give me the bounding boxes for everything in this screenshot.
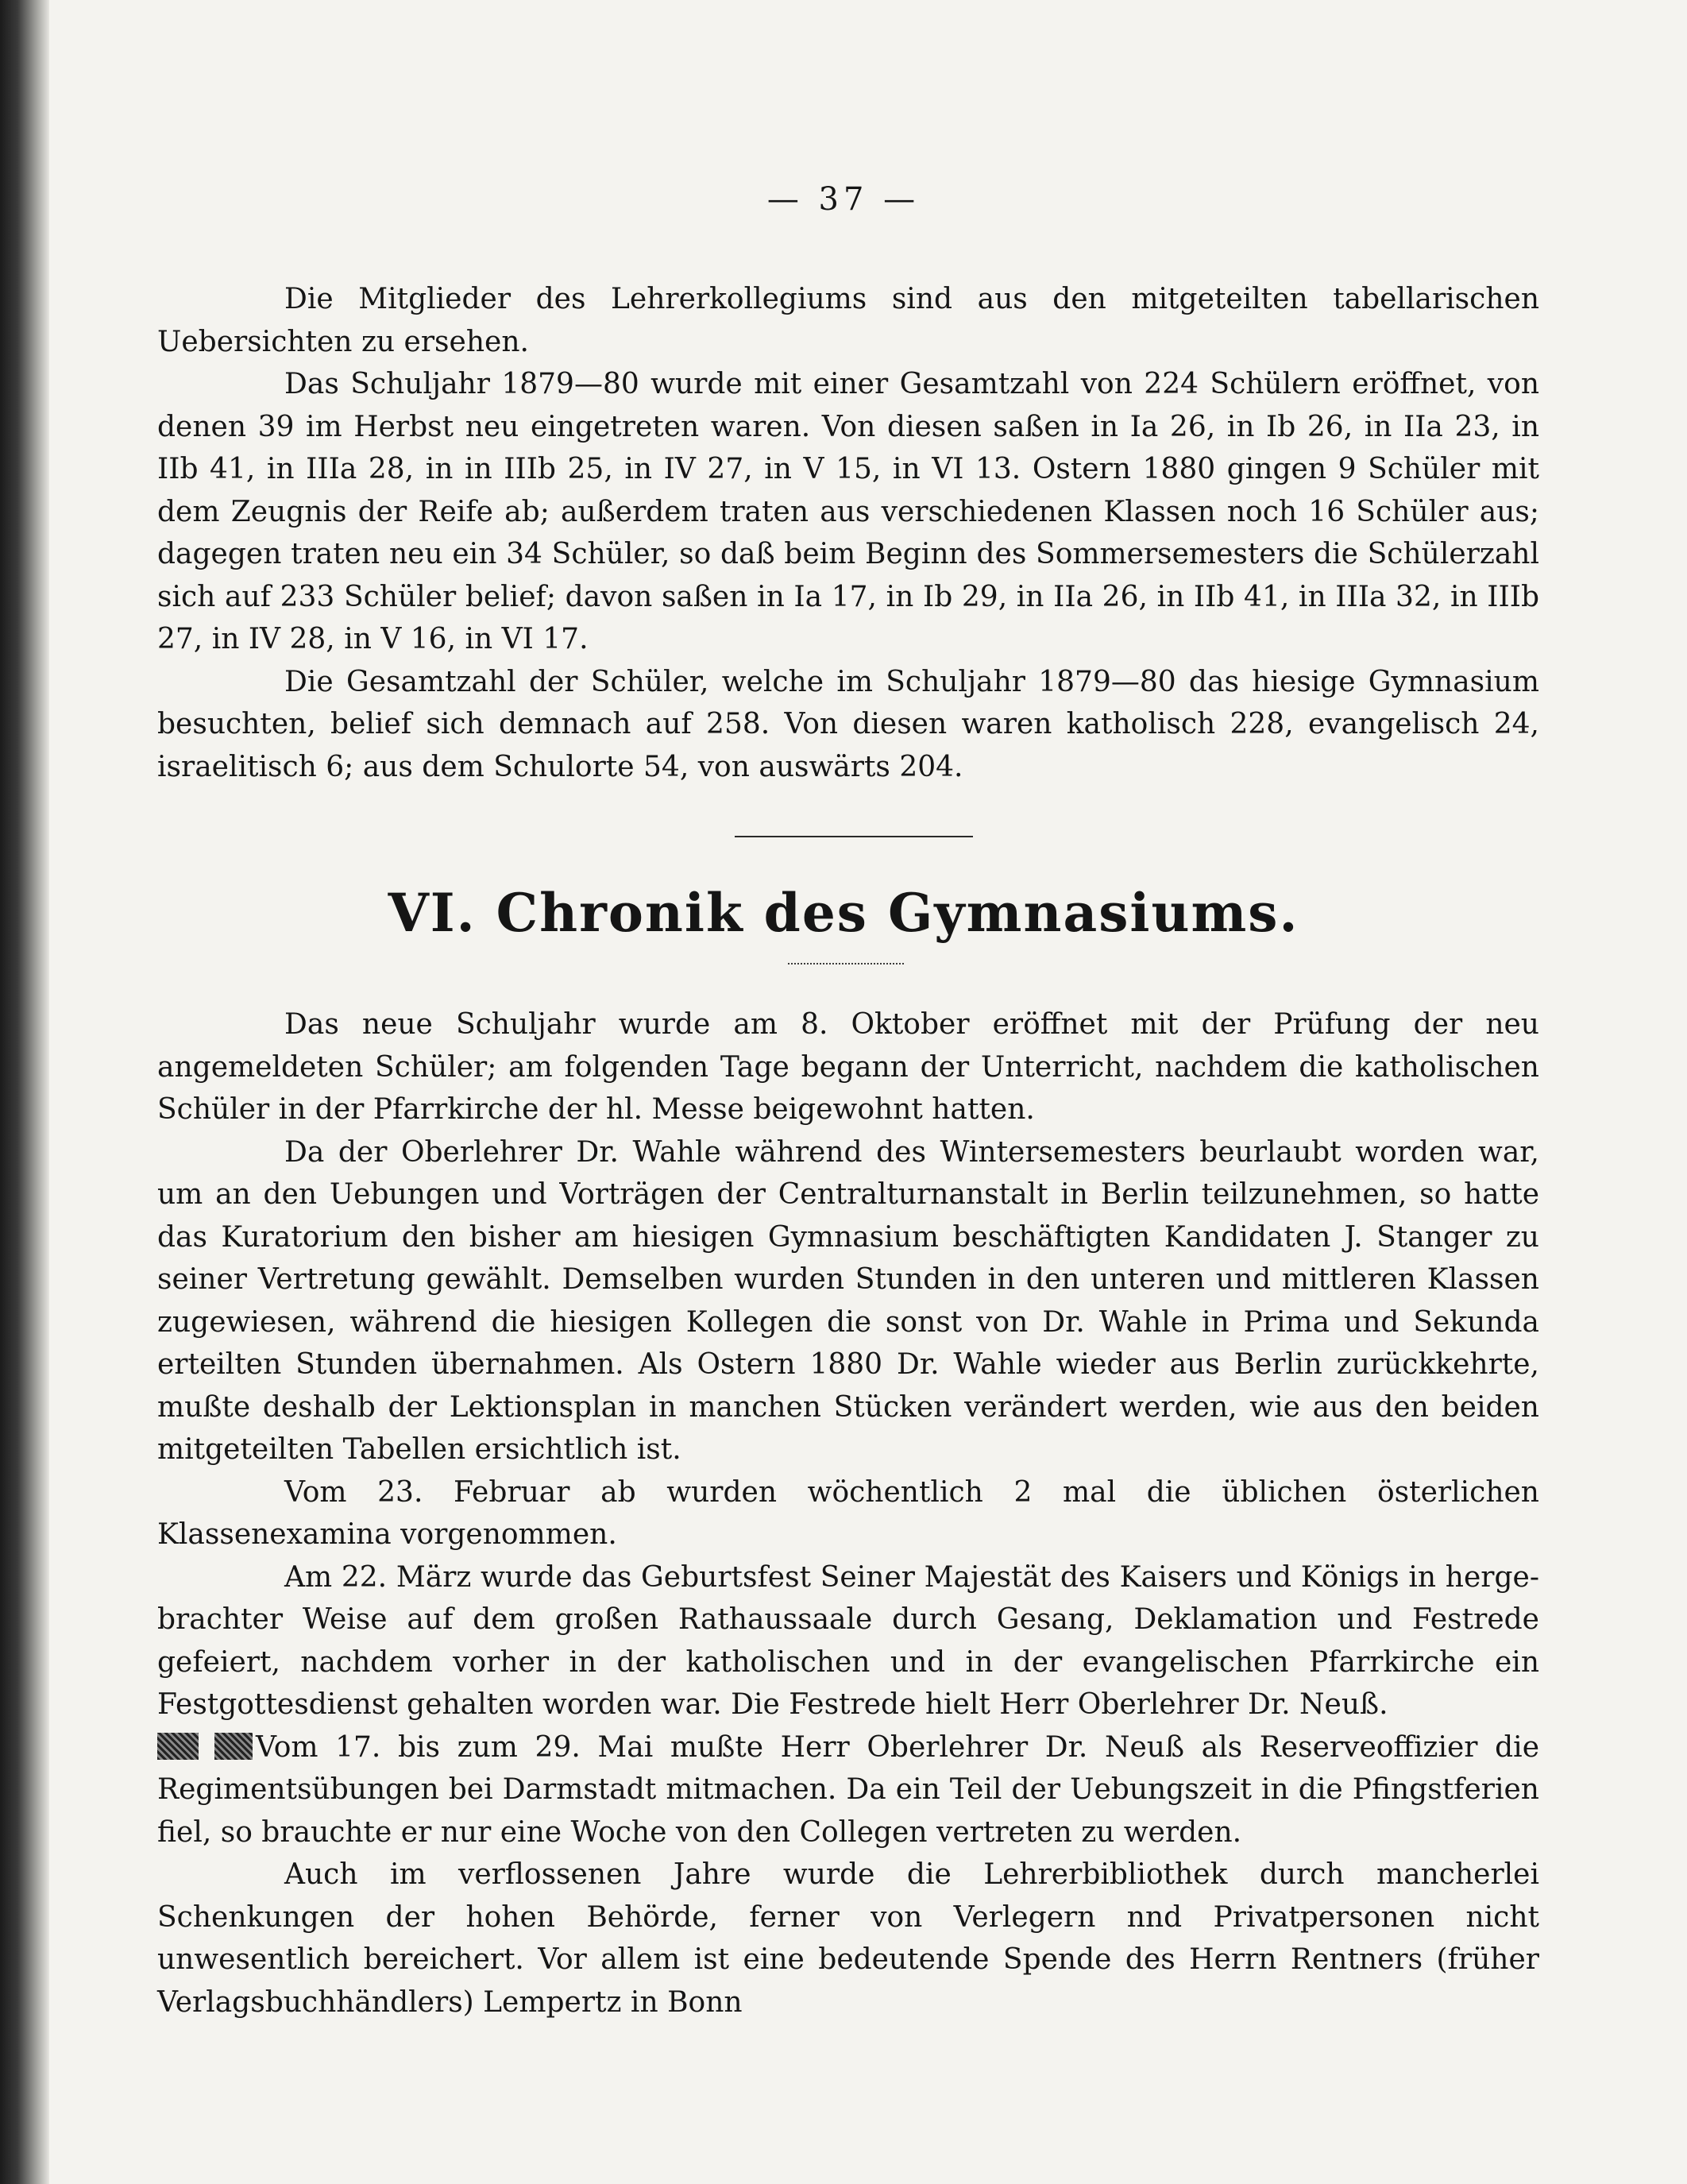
paragraph-enrollment: Das Schuljahr 1879—80 wurde mit einer Gesamtzahl von 224 Schülern eröffnet, von denen 39 im Herbst neu eingetreten waren. Von diesen saßen in Ia 26, in Ib 26, in IIa 23, in IIb 41, in IIIa 28, in in IIIb 25, in IV 27, in V 15, in VI 13. Ostern 1880 gingen 9 Schüler mit dem Zeugnis der Reife ab; außerdem traten aus verschiedenen Klassen noch 16 Schüler aus; dagegen traten neu ein 34 Schüler, so daß beim Beginn des Sommersemesters die Schülerzahl sich auf 233 Schüler belief; davon saßen in Ia 17, in Ib 29, in IIa 26, in IIb 41, in IIIa 32, in IIIb 27, in IV 28, in V 16, in VI 17.: [157, 368, 1539, 655]
section-divider-bottom: [788, 963, 904, 964]
paragraph-reserve-exercises-text: Vom 17. bis zum 29. Mai mußte Herr Oberlehrer Dr. Neuß als Reserveoffizier die Regimentsübungen bei Darmstadt mitmachen. Da ein Teil der Uebungszeit in die Pfingstferien fiel, so brauchte er nur eine Woche von den Collegen vertreten zu werden.: [157, 1730, 1539, 1849]
school-statistics-block: [157, 278, 1539, 788]
paragraph-easter-exams: Vom 23. Februar ab wurden wöchentlich 2 mal die üblichen österlichen Klassenexamina vorgenommen.: [157, 1475, 1539, 1551]
printed-margin-mark-second: [214, 1733, 253, 1760]
paragraph-emperor-birthday: Am 22. März wurde das Geburtsfest Seiner Majestät des Kaisers und Königs in hergebrachter Weise auf dem großen Rathaussaale durch Gesang, Deklamation und Festrede gefeiert, nachdem vorher in der katholischen und in der evangelischen Pfarrkirche ein Festgottesdienst gehalten worden war. Die Festrede hielt Herr Oberlehrer Dr. Neuß.: [157, 1560, 1539, 1721]
chronicle-block: [157, 1003, 1539, 2024]
paragraph-school-year-opening: Das neue Schuljahr wurde am 8. Oktober eröffnet mit der Prüfung der neu angemeldeten Schüler; am folgenden Tage begann der Unterricht, nachdem die katholischen Schüler in der Pfarrkirche der hl. Messe beigewohnt hatten.: [157, 1008, 1539, 1126]
page-number: — 37 —: [766, 181, 921, 218]
paragraph-total-students: Die Gesamtzahl der Schüler, welche im Schuljahr 1879—80 das hiesige Gymnasium besuchten, belief sich demnach auf 258. Von diesen waren katholisch 228, evangelisch 24, israelitisch 6; aus dem Schulorte 54, von auswärts 204.: [157, 665, 1539, 783]
paragraph-staff: Die Mitglieder des Lehrerkollegiums sind aus den mitgeteilten tabellarischen Uebersichten zu ersehen.: [157, 283, 1539, 358]
paragraph-library-donations: Auch im verflossenen Jahre wurde die Lehrerbibliothek durch mancherlei Schenkungen der hohen Behörde, ferner von Verlegern nnd Privatpersonen nicht unwesentlich bereichert. Vor allem ist eine bedeutende Spende des Herrn Rentners (früher Verlagsbuchhändlers) Lempertz in Bonn: [157, 1858, 1539, 2019]
section-divider-top: [735, 836, 973, 837]
paragraph-dr-wahle-leave: Da der Oberlehrer Dr. Wahle während des Wintersemesters beurlaubt worden war, um an den Uebungen und Vorträgen der Centralturnanstalt in Berlin teilzunehmen, so hatte das Kuratorium den bisher am hiesigen Gymnasium beschäftigten Kandidaten J. Stanger zu seiner Vertretung gewählt. Demselben wurden Stunden in den unteren und mittleren Klassen zugewiesen, während die hiesigen Kollegen die sonst von Dr. Wahle in Prima und Sekunda erteilten Stunden übernahmen. Als Ostern 1880 Dr. Wahle wieder aus Berlin zurückkehrte, mußte deshalb der Lektionsplan in manchen Stücken verändert werden, wie aus den beiden mitgeteilten Tabellen ersichtlich ist.: [157, 1135, 1539, 1466]
section-heading: VI. Chronik des Gymnasiums.: [388, 882, 1299, 944]
paragraph-reserve-exercises: [157, 1726, 1539, 1854]
page-binding-edge: [0, 0, 49, 2184]
printed-margin-mark: [157, 1733, 199, 1760]
